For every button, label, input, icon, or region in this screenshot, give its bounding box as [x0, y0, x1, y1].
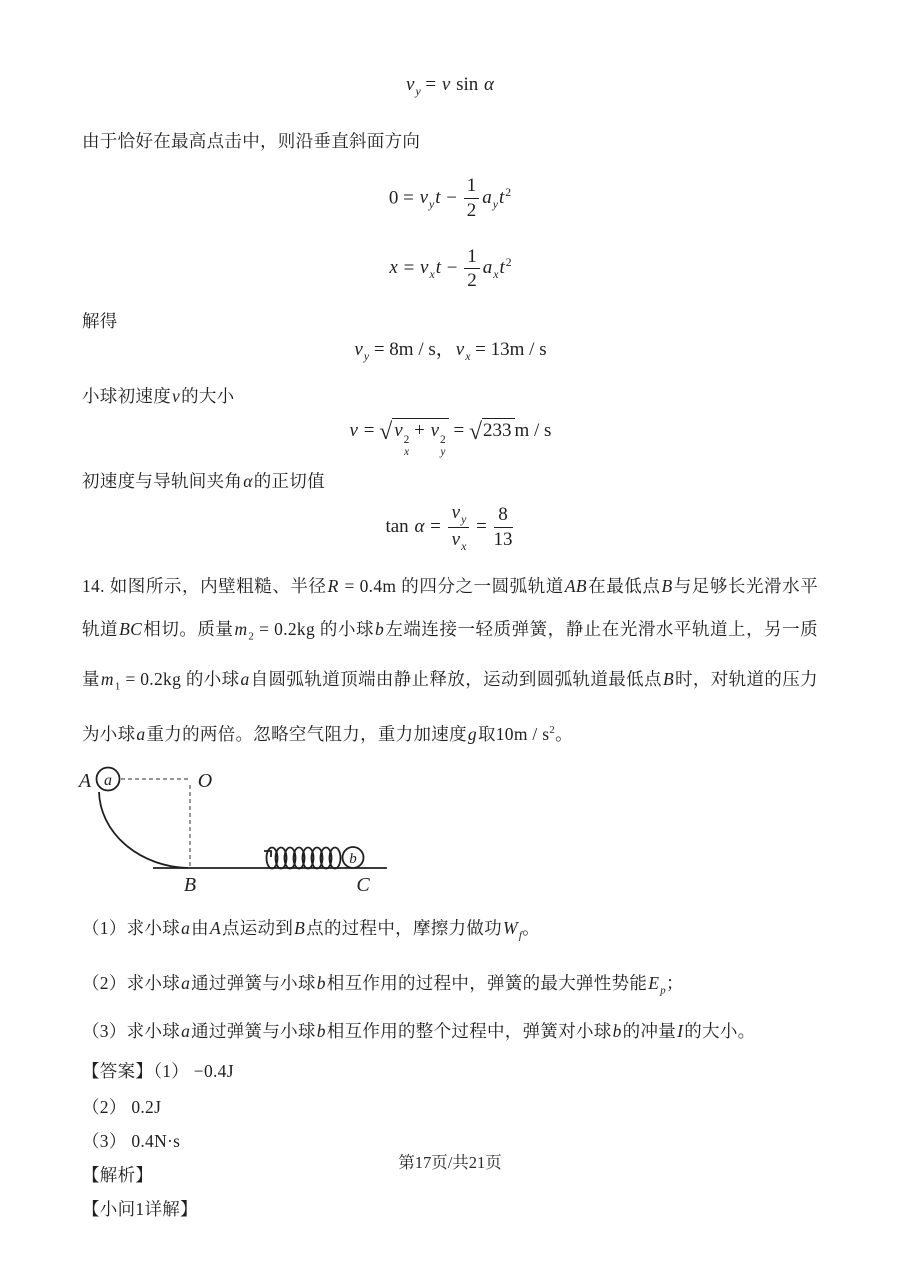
- subquestion-1-label: 【小问1详解】: [82, 1198, 198, 1219]
- solution-angle-text: 初速度与导轨间夹角α的正切值: [82, 470, 325, 491]
- solution-condition-text: 由于恰好在最高点击中，则沿垂直斜面方向: [82, 130, 421, 151]
- formula-velocity-components: $v_y = 8m / s$，$v_x = 13m / s$: [354, 339, 547, 363]
- solution-solve-text: 解得: [82, 311, 118, 332]
- answer-label: 【答案】: [82, 1060, 154, 1081]
- question-2: （2）求小球a通过弹簧与小球b相互作用的过程中，弹簧的最大弹性势能$E_p$；: [82, 973, 684, 997]
- page-footer: 第17页/共21页: [398, 1153, 502, 1172]
- spring-coil: [267, 847, 341, 868]
- answer-line-3: （3） 0.4N·s: [82, 1130, 181, 1151]
- formula-tangent: tan α = $\frac{v_y}{v_x}$ = $\frac{8}{13}$: [385, 501, 513, 553]
- answer-1-value: （1） −0.4J: [153, 1060, 234, 1081]
- problem-14-statement: 14. 如图所示，内壁粗糙、半径R = 0.4m 的四分之一圆弧轨道AB在最低点B与足够长光滑水平轨道BC相切。质量$m_2 = 0.2kg$ 的小球b左端连接一轻质弹簧，静止在光滑水平轨道上，另一质量$m_1 = 0.2kg$ 的小球a自圆弧轨道顶端由静止释放，运动到圆弧轨道最低点B时，对轨道的压力为小球a重力的两倍。忽略空气阻力，重力加速度g取$10m / s^2$。: [82, 575, 818, 744]
- formula-vy-vsin: $v_y = v$ sin α: [406, 74, 494, 98]
- point-label-A: A: [78, 769, 92, 792]
- formula-speed-magnitude: v = √ v 2 x + v 2 y = √233 m / s: [349, 418, 552, 458]
- problem-14-diagram: [75, 760, 405, 900]
- solution-speed-text: 小球初速度v的大小: [82, 385, 235, 406]
- point-label-O: O: [197, 769, 213, 792]
- formula-horizontal-displacement: $x = v_xt$ − $\frac{1}{2}$ $a_xt^2$: [389, 245, 512, 292]
- answer-line-2: （2） 0.2J: [82, 1096, 162, 1117]
- ball-b-label: b: [349, 850, 357, 867]
- analysis-label: 【解析】: [82, 1164, 154, 1185]
- ball-a-label: a: [104, 771, 112, 789]
- question-3: （3）求小球a通过弹簧与小球b相互作用的整个过程中，弹簧对小球b的冲量I的大小。: [82, 1020, 756, 1041]
- question-1: （1）求小球a由A点运动到B点的过程中，摩擦力做功$W_f$。: [82, 917, 540, 942]
- point-label-B: B: [183, 873, 197, 896]
- point-label-C: C: [356, 873, 370, 896]
- answer-line-1: [82, 1057, 818, 1085]
- arc-track: [99, 792, 188, 868]
- formula-vertical-displacement: $0 = v_yt$ − $\frac{1}{2}$ $a_yt^2$: [388, 175, 512, 222]
